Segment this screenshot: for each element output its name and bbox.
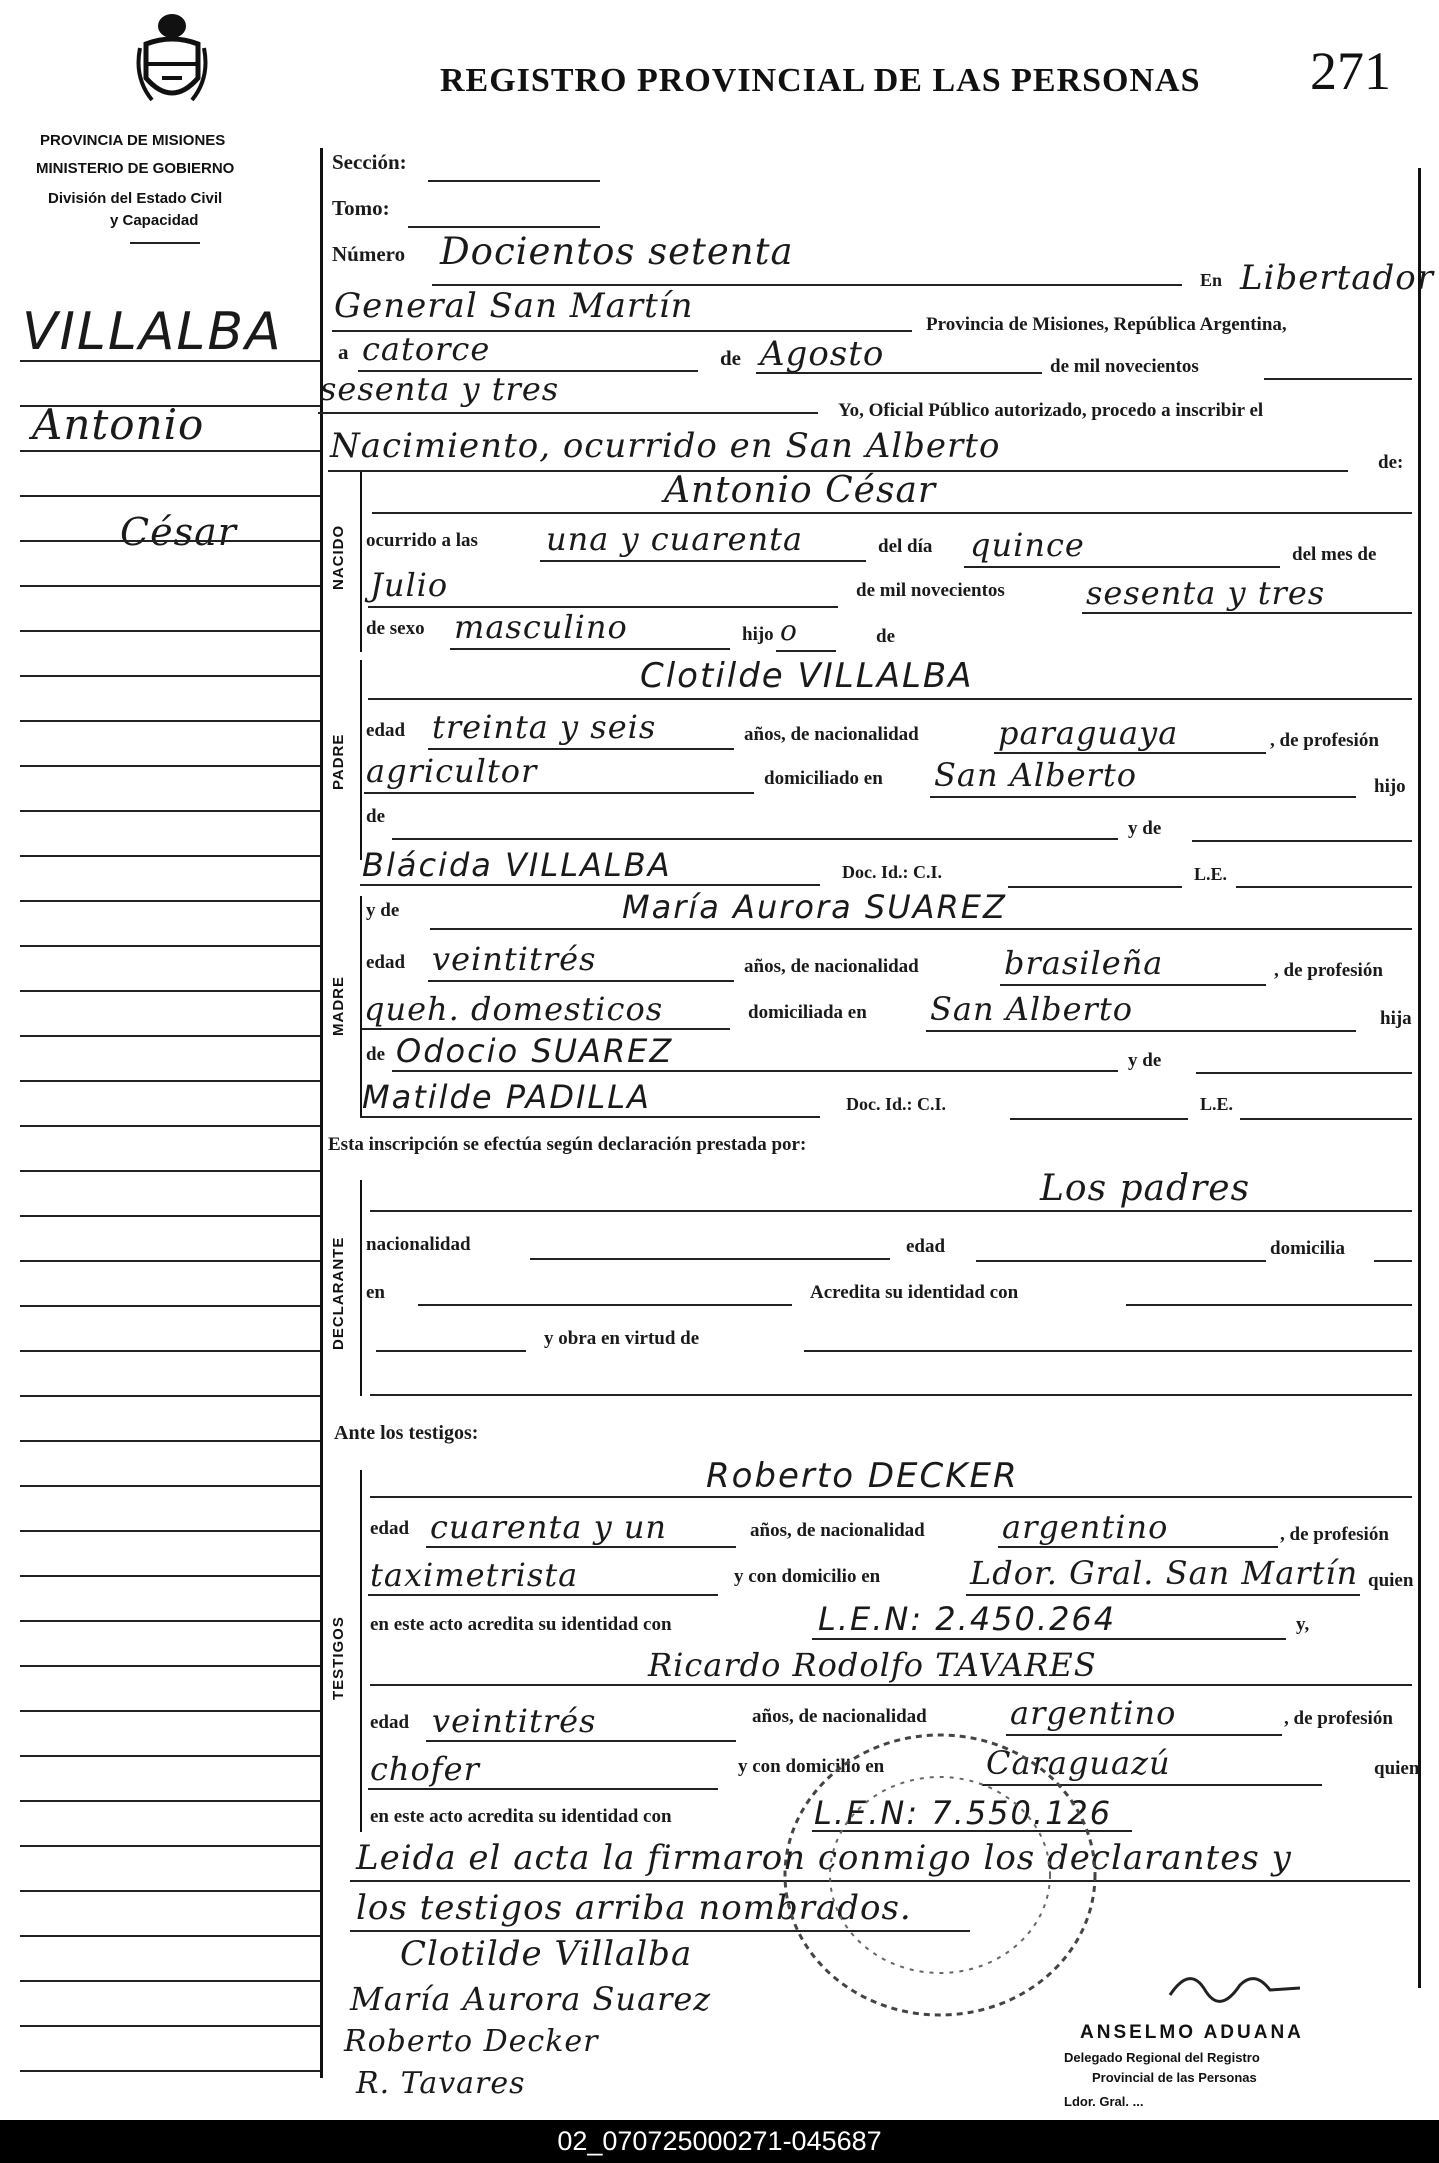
- father-age: treinta y seis: [432, 708, 657, 746]
- mother-nat-line: [1000, 984, 1266, 986]
- w1-age: cuarenta y un: [430, 1508, 668, 1546]
- official-signature-icon: [1160, 1960, 1310, 2010]
- declarante-obra-line-a: [376, 1350, 526, 1352]
- stamp-line-3: Provincial de las Personas: [1092, 2070, 1257, 2085]
- document-code-footer: 02_070725000271-045687: [0, 2120, 1439, 2163]
- event-value: Nacimiento, ocurrido en San Alberto: [330, 426, 1001, 466]
- father-nat: paraguaya: [998, 714, 1179, 752]
- hijo-de-label: de: [876, 626, 895, 647]
- margin-ruled-line: [20, 1845, 320, 1847]
- mother-father-line: [392, 1070, 1118, 1072]
- father-edad-label: edad: [366, 720, 406, 741]
- w1-anos-label: años, de nacionalidad: [750, 1520, 925, 1541]
- mother-le-line: [1240, 1118, 1412, 1120]
- w1-edad-label: edad: [370, 1518, 410, 1539]
- margin-ruled-line: [20, 360, 320, 362]
- w1-quien-label: quien: [1368, 1570, 1414, 1591]
- mother-de-label: de: [366, 1044, 385, 1065]
- tomo-label: Tomo:: [332, 196, 390, 220]
- declarante-en-label: en: [366, 1282, 385, 1303]
- en-value: Libertador: [1240, 258, 1435, 298]
- margin-ruled-line: [20, 450, 320, 452]
- mother-mother-line: [360, 1116, 820, 1118]
- declarante-acredita-label: Acredita su identidad con: [810, 1282, 1019, 1303]
- mother-nat: brasileña: [1004, 944, 1164, 982]
- de-colon: de:: [1378, 452, 1404, 473]
- numero-value: Docientos setenta: [440, 230, 794, 273]
- mother-anos-label: años, de nacionalidad: [744, 956, 919, 977]
- w1-id: L.E.N: 2.450.264: [818, 1600, 1117, 1638]
- father-father-line: [392, 838, 1118, 840]
- declarante-side-label: DECLARANTE: [330, 1236, 347, 1350]
- margin-ruled-line: [20, 1890, 320, 1892]
- w1-nat-line: [998, 1546, 1278, 1548]
- father-doc-label: Doc. Id.: C.I.: [842, 862, 943, 882]
- declarante-obra-label: y obra en virtud de: [544, 1328, 700, 1349]
- signature-1: Clotilde Villalba: [400, 1934, 693, 1974]
- father-age-line: [428, 748, 734, 750]
- w1-dom-label: y con domicilio en: [734, 1566, 881, 1587]
- hijo-label: hijo: [742, 624, 774, 645]
- mother-dom: San Alberto: [930, 990, 1133, 1028]
- day-value: catorce: [362, 330, 491, 368]
- y-de-madre-label: y de: [366, 900, 400, 921]
- w1-name: Roberto DECKER: [706, 1456, 1019, 1496]
- mother-y-de-label: y de: [1128, 1050, 1162, 1071]
- margin-ruled-line: [20, 1035, 320, 1037]
- mother-hija-label: hija: [1380, 1008, 1412, 1029]
- testigos-side-label: TESTIGOS: [330, 1616, 347, 1700]
- father-prof-label: , de profesión: [1270, 730, 1379, 751]
- mother-age: veintitrés: [432, 940, 597, 978]
- father-dom: San Alberto: [934, 756, 1137, 794]
- issuer-underline: [130, 242, 200, 244]
- mother-age-line: [428, 980, 734, 982]
- testigos-intro: Ante los testigos:: [334, 1422, 479, 1444]
- margin-ruled-line: [20, 945, 320, 947]
- en-label: En: [1200, 270, 1223, 290]
- father-de-label: de: [366, 806, 385, 827]
- margin-ruled-line: [20, 1125, 320, 1127]
- margin-ruled-line: [20, 1080, 320, 1082]
- margin-ruled-line: [20, 2025, 320, 2027]
- margin-ruled-line: [20, 810, 320, 812]
- declarante-nac-line: [530, 1258, 890, 1260]
- w2-nat: argentino: [1010, 1694, 1177, 1732]
- w1-nat: argentino: [1002, 1508, 1169, 1546]
- declaracion-label: Esta inscripción se efectúa según declaración prestada por:: [328, 1134, 807, 1155]
- birth-year-line: [1082, 612, 1412, 614]
- hour-line: [540, 560, 866, 562]
- declarante-bracket: [360, 1180, 362, 1396]
- birth-year-value: sesenta y tres: [1086, 574, 1326, 612]
- w1-acredita-label: en este acto acredita su identidad con: [370, 1614, 672, 1635]
- coat-of-arms-emblem: [132, 8, 212, 118]
- closing-line-1: Leida el acta la firmaron conmigo los declarantes y: [356, 1838, 1292, 1878]
- issuer-line-2: MINISTERIO DE GOBIERNO: [36, 160, 235, 177]
- margin-ruled-line: [20, 1440, 320, 1442]
- w1-name-line: [370, 1496, 1412, 1498]
- margin-ruled-line: [20, 1980, 320, 1982]
- tomo-line: [408, 226, 600, 228]
- declarante-line: [370, 1210, 1412, 1212]
- margin-ruled-line: [20, 720, 320, 722]
- del-dia-label: del día: [878, 536, 933, 557]
- father-mother-line-a: [1192, 840, 1412, 842]
- issuer-line-3: División del Estado Civil: [48, 190, 223, 207]
- w1-y-label: y,: [1296, 1614, 1310, 1635]
- w1-dom: Ldor. Gral. San Martín: [970, 1554, 1359, 1592]
- official-seal: [770, 1720, 1113, 2030]
- sexo-value: masculino: [454, 608, 628, 646]
- margin-ruled-line: [20, 675, 320, 677]
- w2-age-line: [426, 1740, 736, 1742]
- mother-prof-label: , de profesión: [1274, 960, 1383, 981]
- signature-4: R. Tavares: [356, 2066, 526, 2101]
- father-mother-line: [360, 884, 820, 886]
- margin-ruled-line: [20, 1395, 320, 1397]
- a-label: a: [338, 340, 349, 364]
- mother-name: María Aurora SUAREZ: [622, 888, 1007, 926]
- stamp-line-2: Delegado Regional del Registro: [1064, 2050, 1260, 2065]
- mother-mother: Matilde PADILLA: [362, 1078, 651, 1116]
- sexo-label: de sexo: [366, 618, 425, 639]
- child-name-line: [372, 512, 1412, 514]
- mother-dom-line: [926, 1030, 1356, 1032]
- father-y-de-label: y de: [1128, 818, 1162, 839]
- declarante-value: Los padres: [1040, 1168, 1251, 1209]
- document-title: REGISTRO PROVINCIAL DE LAS PERSONAS: [440, 62, 1201, 99]
- mother-le-label: L.E.: [1200, 1094, 1234, 1114]
- de-mil-nov-label: de mil novecientos: [856, 580, 1005, 601]
- margin-ruled-line: [20, 630, 320, 632]
- margin-ruled-line: [20, 1575, 320, 1577]
- w2-quien-label: quien: [1374, 1758, 1420, 1779]
- father-mother: Blácida VILLALBA: [362, 846, 672, 884]
- mother-name-line: [430, 928, 1412, 930]
- w2-age: veintitrés: [432, 1702, 597, 1740]
- place-value: General San Martín: [334, 286, 694, 326]
- w2-acredita-label: en este acto acredita su identidad con: [370, 1806, 672, 1827]
- margin-ruled-line: [20, 1260, 320, 1262]
- hijo-value: o: [780, 614, 798, 647]
- margin-ruled-line: [20, 405, 320, 407]
- margin-ruled-line: [20, 540, 320, 542]
- margin-ruled-line: [20, 1530, 320, 1532]
- declarante-acredita-line: [1126, 1304, 1412, 1306]
- margin-ruled-line: [20, 1215, 320, 1217]
- mil-label: de mil novecientos: [1050, 356, 1199, 377]
- provincia-label: Provincia de Misiones, República Argentina,: [926, 314, 1287, 335]
- declarante-obra-line: [804, 1350, 1412, 1352]
- margin-ruled-line: [20, 990, 320, 992]
- father-le-label: L.E.: [1194, 864, 1228, 884]
- stamp-line-4: Ldor. Gral. ...: [1064, 2094, 1144, 2109]
- hijo-line: [776, 650, 836, 652]
- margin-ruled-line: [20, 1665, 320, 1667]
- margin-ruled-line: [20, 855, 320, 857]
- margin-surname: VILLALBA: [22, 302, 283, 362]
- father-dom-line: [930, 796, 1356, 798]
- father-name-line: [368, 698, 1412, 700]
- mother-doc-label: Doc. Id.: C.I.: [846, 1094, 947, 1114]
- father-nat-line: [994, 752, 1266, 754]
- child-name: Antonio César: [664, 470, 937, 511]
- w2-dom: Caraguazú: [986, 1744, 1171, 1782]
- mother-mother-line-a: [1196, 1072, 1412, 1074]
- signature-3: Roberto Decker: [344, 2024, 599, 2059]
- nacido-bracket: [360, 472, 362, 652]
- margin-ruled-line: [20, 1305, 320, 1307]
- closing-line-2: los testigos arriba nombrados.: [356, 1888, 912, 1928]
- declarante-en-line: [418, 1304, 792, 1306]
- w1-dom-line: [966, 1594, 1360, 1596]
- hour-value: una y cuarenta: [546, 520, 804, 558]
- declarante-dom-line-a: [1374, 1260, 1412, 1262]
- margin-ruled-line: [20, 1485, 320, 1487]
- w2-anos-label: años, de nacionalidad: [752, 1706, 927, 1727]
- mil-line: [1264, 378, 1412, 380]
- w1-prof-label: , de profesión: [1280, 1524, 1389, 1545]
- margin-rule: [320, 148, 323, 2078]
- mother-prof: queh. domesticos: [364, 990, 664, 1028]
- mother-edad-label: edad: [366, 952, 406, 973]
- margin-ruled-line: [20, 1755, 320, 1757]
- declarante-nac-label: nacionalidad: [366, 1234, 471, 1255]
- w2-id: L.E.N: 7.550.126: [814, 1794, 1113, 1832]
- month-line: [756, 372, 1042, 374]
- month-value: Agosto: [760, 334, 885, 374]
- oficial-label: Yo, Oficial Público autorizado, procedo a inscribir el: [838, 400, 1264, 421]
- birth-day-value: quince: [970, 526, 1085, 564]
- issuer-line-1: PROVINCIA DE MISIONES: [40, 132, 226, 149]
- stamp-name: ANSELMO ADUANA: [1080, 2022, 1304, 2043]
- father-prof: agricultor: [366, 752, 538, 790]
- mother-prof-line: [362, 1028, 730, 1030]
- w2-name-line: [370, 1684, 1412, 1686]
- margin-second-name: César: [120, 510, 237, 554]
- w1-id-line: [812, 1638, 1286, 1640]
- margin-ruled-line: [20, 765, 320, 767]
- declarante-blank-line: [370, 1394, 1412, 1396]
- w2-prof: chofer: [370, 1750, 480, 1788]
- father-anos-label: años, de nacionalidad: [744, 724, 919, 745]
- margin-ruled-line: [20, 585, 320, 587]
- w1-prof: taximetrista: [370, 1556, 579, 1594]
- seccion-label: Sección:: [332, 150, 407, 174]
- margin-first-name: Antonio: [32, 400, 205, 449]
- mother-father: Odocio SUAREZ: [396, 1032, 674, 1070]
- seccion-line: [428, 180, 600, 182]
- father-name: Clotilde VILLALBA: [640, 656, 974, 696]
- father-hijo-label: hijo: [1374, 776, 1406, 797]
- margin-ruled-line: [20, 900, 320, 902]
- del-mes-label: del mes de: [1292, 544, 1377, 565]
- de-label: de: [720, 346, 741, 370]
- w2-name: Ricardo Rodolfo TAVARES: [648, 1646, 1097, 1684]
- numero-label: Número: [332, 242, 406, 266]
- w1-age-line: [426, 1546, 736, 1548]
- father-dom-label: domiciliado en: [764, 768, 883, 789]
- father-doc-line: [1008, 886, 1182, 888]
- testigos-bracket: [360, 1470, 362, 1832]
- sexo-line: [450, 648, 730, 650]
- birth-month-value: Julio: [370, 566, 449, 604]
- margin-ruled-line: [20, 2070, 320, 2072]
- margin-ruled-line: [20, 1710, 320, 1712]
- margin-ruled-line: [20, 1935, 320, 1937]
- margin-ruled-line: [20, 1170, 320, 1172]
- ocurrido-label: ocurrido a las: [366, 530, 478, 551]
- padre-bracket: [360, 660, 362, 860]
- father-prof-line: [364, 792, 754, 794]
- w2-edad-label: edad: [370, 1712, 410, 1733]
- nacido-side-label: NACIDO: [330, 524, 347, 590]
- margin-ruled-line: [20, 495, 320, 497]
- mother-dom-label: domiciliada en: [748, 1002, 867, 1023]
- father-le-line: [1236, 886, 1412, 888]
- mother-doc-line: [1010, 1118, 1188, 1120]
- declarante-dom-label: domicilia: [1270, 1238, 1345, 1259]
- w1-prof-line: [368, 1594, 718, 1596]
- margin-ruled-line: [20, 1350, 320, 1352]
- page-number: 271: [1310, 41, 1391, 101]
- padre-side-label: PADRE: [330, 733, 347, 790]
- right-rule: [1418, 168, 1421, 1988]
- w2-dom-label: y con domicilio en: [738, 1756, 885, 1777]
- margin-ruled-line: [20, 1800, 320, 1802]
- signature-2: María Aurora Suarez: [350, 1980, 712, 2018]
- margin-ruled-line: [20, 1620, 320, 1622]
- w2-prof-line: [368, 1788, 718, 1790]
- declarante-edad-line: [976, 1260, 1266, 1262]
- birth-day-line: [964, 566, 1280, 568]
- year-line: [318, 412, 818, 414]
- issuer-line-4: y Capacidad: [110, 212, 199, 229]
- declarante-edad-label: edad: [906, 1236, 946, 1257]
- w2-prof-label: , de profesión: [1284, 1708, 1393, 1729]
- year-value: sesenta y tres: [320, 370, 560, 408]
- madre-side-label: MADRE: [330, 976, 347, 1036]
